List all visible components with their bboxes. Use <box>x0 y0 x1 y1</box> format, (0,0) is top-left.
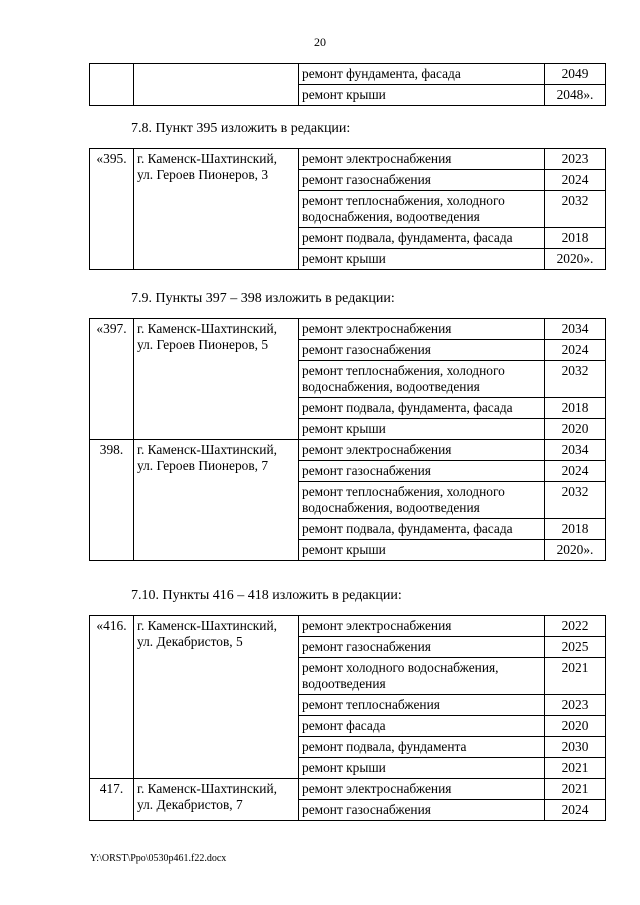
instruction-7-9: 7.9. Пункты 397 – 398 изложить в редакции: <box>131 291 395 306</box>
table-row <box>90 440 606 461</box>
building-address: г. Каменск-Шахтинский, ул. Декабристов, 7 <box>134 779 299 821</box>
repair-year: 2024 <box>545 170 606 191</box>
file-path-footer: Y:\ORST\Ppo\0530p461.f22.docx <box>90 853 227 864</box>
repair-year: 2032 <box>545 191 606 228</box>
repair-year: 2032 <box>545 482 606 519</box>
page-number: 20 <box>314 35 326 49</box>
register-table-continuation <box>89 63 606 106</box>
repair-work-type: ремонт электроснабжения <box>299 149 545 170</box>
repair-work-type: ремонт холодного водоснабжения, водоотведения <box>299 658 545 695</box>
repair-work-type: ремонт электроснабжения <box>299 616 545 637</box>
repair-work-type: ремонт подвала, фундамента <box>299 737 545 758</box>
item-number <box>90 64 134 106</box>
repair-work-type: ремонт газоснабжения <box>299 637 545 658</box>
item-number: 398. <box>90 440 134 561</box>
repair-year: 2020». <box>545 540 606 561</box>
repair-year: 2023 <box>545 695 606 716</box>
repair-year: 2021 <box>545 758 606 779</box>
repair-year: 2022 <box>545 616 606 637</box>
repair-work-type: ремонт фасада <box>299 716 545 737</box>
item-number: «397. <box>90 319 134 440</box>
register-table-397-398 <box>89 318 606 561</box>
building-address <box>134 64 299 106</box>
building-address: г. Каменск-Шахтинский, ул. Героев Пионеров, 5 <box>134 319 299 440</box>
repair-work-type: ремонт крыши <box>299 85 545 106</box>
register-table-416-418 <box>89 615 606 821</box>
repair-year: 2048». <box>545 85 606 106</box>
building-address: г. Каменск-Шахтинский, ул. Героев Пионеров, 7 <box>134 440 299 561</box>
repair-work-type: ремонт фундамента, фасада <box>299 64 545 85</box>
repair-year: 2020 <box>545 716 606 737</box>
repair-year: 2024 <box>545 340 606 361</box>
repair-work-type: ремонт электроснабжения <box>299 319 545 340</box>
table-row <box>90 64 606 85</box>
item-number: 417. <box>90 779 134 821</box>
register-table-395 <box>89 148 606 270</box>
repair-year: 2021 <box>545 779 606 800</box>
table-row <box>90 319 606 340</box>
instruction-7-10: 7.10. Пункты 416 – 418 изложить в редакции: <box>131 588 402 603</box>
repair-year: 2024 <box>545 461 606 482</box>
repair-year: 2032 <box>545 361 606 398</box>
repair-year: 2020». <box>545 249 606 270</box>
repair-work-type: ремонт подвала, фундамента, фасада <box>299 519 545 540</box>
repair-year: 2021 <box>545 658 606 695</box>
repair-work-type: ремонт крыши <box>299 249 545 270</box>
repair-year: 2034 <box>545 319 606 340</box>
repair-work-type: ремонт теплоснабжения, холодного водоснабжения, водоотведения <box>299 191 545 228</box>
repair-work-type: ремонт электроснабжения <box>299 779 545 800</box>
table-row <box>90 779 606 800</box>
repair-work-type: ремонт крыши <box>299 540 545 561</box>
table-row <box>90 149 606 170</box>
repair-work-type: ремонт газоснабжения <box>299 170 545 191</box>
repair-year: 2030 <box>545 737 606 758</box>
repair-year: 2024 <box>545 800 606 821</box>
repair-year: 2020 <box>545 419 606 440</box>
repair-work-type: ремонт газоснабжения <box>299 461 545 482</box>
repair-work-type: ремонт электроснабжения <box>299 440 545 461</box>
repair-year: 2018 <box>545 398 606 419</box>
item-number: «416. <box>90 616 134 779</box>
repair-work-type: ремонт крыши <box>299 758 545 779</box>
table-row <box>90 616 606 637</box>
item-number: «395. <box>90 149 134 270</box>
repair-work-type: ремонт теплоснабжения, холодного водоснабжения, водоотведения <box>299 361 545 398</box>
repair-work-type: ремонт газоснабжения <box>299 800 545 821</box>
repair-year: 2025 <box>545 637 606 658</box>
repair-work-type: ремонт крыши <box>299 419 545 440</box>
repair-work-type: ремонт подвала, фундамента, фасада <box>299 228 545 249</box>
repair-year: 2034 <box>545 440 606 461</box>
repair-year: 2049 <box>545 64 606 85</box>
repair-work-type: ремонт газоснабжения <box>299 340 545 361</box>
instruction-7-8: 7.8. Пункт 395 изложить в редакции: <box>131 121 351 136</box>
repair-work-type: ремонт подвала, фундамента, фасада <box>299 398 545 419</box>
building-address: г. Каменск-Шахтинский, ул. Героев Пионеров, 3 <box>134 149 299 270</box>
building-address: г. Каменск-Шахтинский, ул. Декабристов, 5 <box>134 616 299 779</box>
repair-year: 2018 <box>545 519 606 540</box>
repair-work-type: ремонт теплоснабжения, холодного водоснабжения, водоотведения <box>299 482 545 519</box>
repair-year: 2018 <box>545 228 606 249</box>
repair-work-type: ремонт теплоснабжения <box>299 695 545 716</box>
repair-year: 2023 <box>545 149 606 170</box>
